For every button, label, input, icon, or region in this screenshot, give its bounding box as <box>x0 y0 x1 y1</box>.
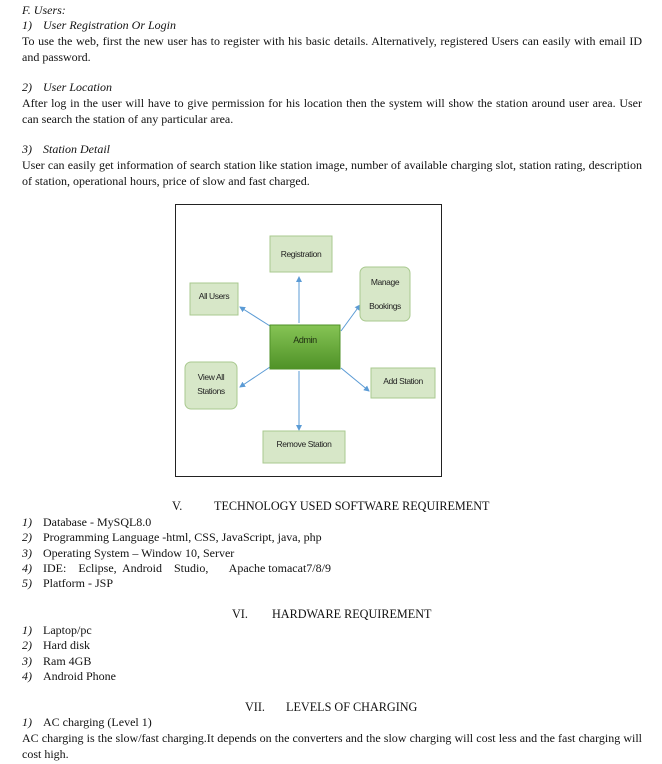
arrow-to-add-station <box>341 368 369 391</box>
list-item <box>22 638 90 653</box>
section-vii-title: LEVELS OF CHARGING <box>286 700 418 714</box>
item-number: 5) <box>22 576 32 590</box>
arrow-to-manage-bookings <box>341 305 360 331</box>
list-item <box>22 654 91 669</box>
item-number: 1) <box>22 715 32 729</box>
admin-diagram <box>176 205 443 478</box>
paragraph: AC charging is the slow/fast charging.It depends on the converters and the slow charging will cost less and the fast charging will cost high. <box>22 731 642 761</box>
list-item <box>22 515 151 530</box>
view-stations-label-line1: View All <box>197 372 225 382</box>
section-vii-heading <box>245 700 417 715</box>
item-number: 1) <box>22 623 32 637</box>
list-item <box>22 561 331 576</box>
item-number: 3) <box>22 546 32 560</box>
list-item <box>22 530 322 545</box>
arrow-to-all-users <box>240 307 270 326</box>
item-number: 2) <box>22 638 32 652</box>
list-item <box>22 623 92 638</box>
subsection-heading <box>22 142 110 157</box>
section-v-roman: V. <box>172 499 183 513</box>
list-item <box>22 715 152 730</box>
item-text: Database - MySQL8.0 <box>43 515 152 529</box>
subsection-title: Station Detail <box>43 142 110 156</box>
list-item <box>22 546 234 561</box>
subsection-heading <box>22 18 176 33</box>
section-v-heading <box>172 499 489 514</box>
list-item <box>22 576 113 591</box>
item-text: Hard disk <box>43 638 90 652</box>
all-users-label: All Users <box>198 291 230 301</box>
section-vi-heading <box>232 607 431 622</box>
item-text: Operating System – Window 10, Server <box>43 546 235 560</box>
manage-bookings-label-line1: Manage <box>370 277 400 287</box>
paragraph: To use the web, first the new user has to register with his basic details. Alternatively, registered Users can easily with email ID and password. <box>22 34 642 64</box>
paragraph: After log in the user will have to give permission for his location then the system will show the station around user area. User can search the station of any particular area. <box>22 96 642 126</box>
arrow-to-view-stations <box>240 367 270 387</box>
item-number: 2) <box>22 80 32 94</box>
section-vi-roman: VI. <box>232 607 248 621</box>
add-station-label: Add Station <box>383 376 423 386</box>
item-text: Ram 4GB <box>43 654 92 668</box>
item-text: AC charging (Level 1) <box>43 715 152 729</box>
item-text: Platform - JSP <box>43 576 114 590</box>
view-stations-label-line2: Stations <box>197 386 225 396</box>
item-text: Android Phone <box>43 669 116 683</box>
item-number: 3) <box>22 142 32 156</box>
item-number: 1) <box>22 18 32 32</box>
item-text: Programming Language -html, CSS, JavaScript, java, php <box>43 530 322 544</box>
admin-node <box>270 325 340 369</box>
item-number: 4) <box>22 561 32 575</box>
manage-bookings-node <box>360 267 410 321</box>
item-number: 4) <box>22 669 32 683</box>
subsection-heading <box>22 80 112 95</box>
item-text: IDE: Eclipse, Android Studio, Apache tomacat7/8/9 <box>43 561 331 575</box>
manage-bookings-label-line2: Bookings <box>369 301 401 311</box>
item-number: 2) <box>22 530 32 544</box>
item-text: Laptop/pc <box>43 623 92 637</box>
item-number: 3) <box>22 654 32 668</box>
item-number: 1) <box>22 515 32 529</box>
paragraph: User can easily get information of search station like station image, number of available charging slot, station rating, description of station, operational hours, price of slow and fast charged. <box>22 158 642 188</box>
registration-label: Registration <box>280 249 322 259</box>
section-f-title: F. Users: <box>22 3 66 17</box>
section-vii-roman: VII. <box>245 700 265 714</box>
admin-label: Admin <box>293 335 317 345</box>
remove-station-label: Remove Station <box>276 439 332 449</box>
section-v-title: TECHNOLOGY USED SOFTWARE REQUIREMENT <box>214 499 490 513</box>
subsection-title: User Registration Or Login <box>43 18 177 32</box>
subsection-title: User Location <box>43 80 112 94</box>
section-vi-title: HARDWARE REQUIREMENT <box>272 607 432 621</box>
list-item <box>22 669 116 684</box>
admin-diagram-figure <box>175 204 442 477</box>
